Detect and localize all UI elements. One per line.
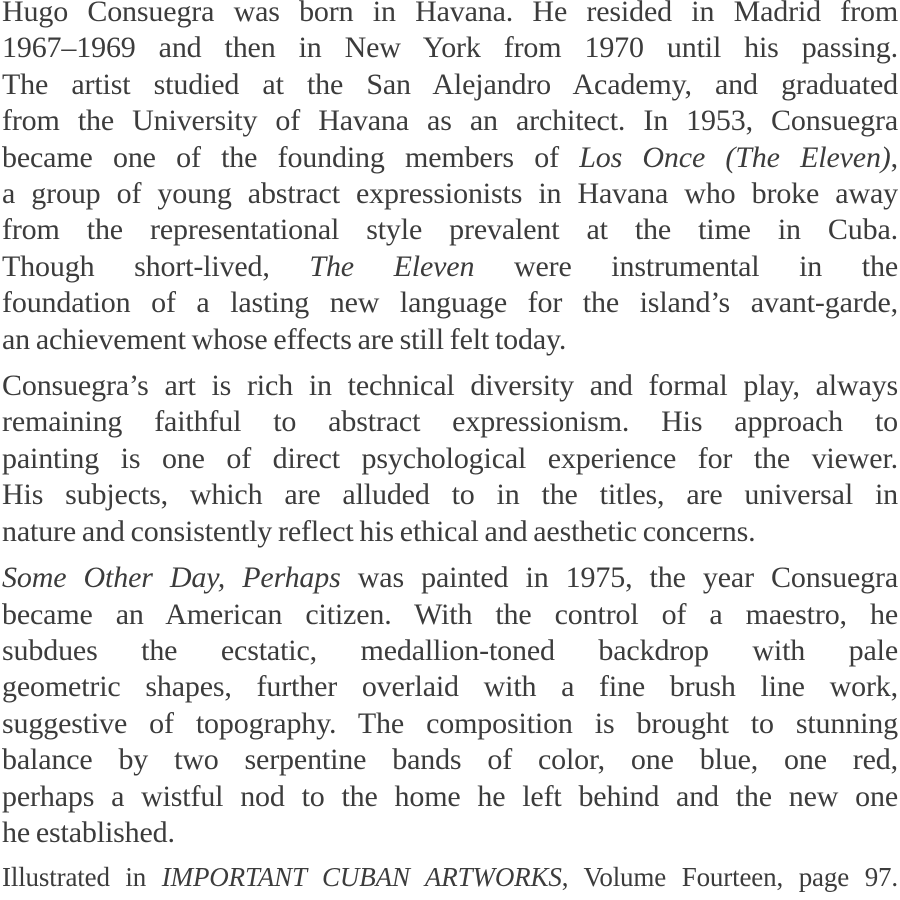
paragraph-art-style [2, 368, 898, 550]
text-line [2, 67, 898, 103]
text-segment: Consuegra’s art is rich in technical diversity and formal play, always [2, 369, 898, 403]
text-line [2, 859, 898, 895]
text-segment: remaining faithful to abstract expressionism. His approach to [2, 405, 898, 439]
text-line [2, 322, 898, 358]
text-segment: Though short-lived, [2, 249, 310, 283]
text-line [2, 140, 898, 176]
text-line [2, 706, 898, 742]
italic-text-segment: Some Other Day, Perhaps [2, 561, 341, 595]
text-line [2, 669, 898, 705]
text-segment: became an American citizen. With the control of a maestro, he [2, 597, 898, 631]
text-segment: subdues the ecstatic, medallion-toned backdrop with pale [2, 633, 898, 667]
text-segment: he established. [2, 815, 175, 849]
text-segment: was painted in 1975, the year Consuegra [340, 561, 899, 595]
text-line [2, 368, 898, 404]
text-segment: became one of the founding members of [2, 140, 580, 174]
text-segment: nature and consistently reflect his ethical and aesthetic concerns. [2, 514, 756, 548]
text-line [2, 404, 898, 440]
text-segment: , [890, 140, 898, 174]
text-segment: His subjects, which are alluded to in the titles, are universal in [2, 478, 898, 512]
italic-text-segment: Los Once (The Eleven) [579, 140, 891, 174]
text-segment: from the representational style prevalent at the time in Cuba. [2, 213, 898, 247]
text-line [2, 103, 898, 139]
text-line [2, 779, 898, 815]
text-segment: Illustrated in [2, 862, 162, 893]
text-segment: foundation of a lasting new language for the island’s avant-garde, [2, 286, 898, 320]
text-line [2, 285, 898, 321]
paragraph-citation [2, 859, 898, 895]
text-line [2, 212, 898, 248]
text-segment: painting is one of direct psychological experience for the viewer. [2, 441, 898, 475]
text-line [2, 477, 898, 513]
text-line [2, 560, 898, 596]
text-line [2, 176, 898, 212]
text-segment: geometric shapes, further overlaid with a fine brush line work, [2, 670, 898, 704]
text-segment: , Volume Fourteen, page 97. [561, 862, 898, 893]
text-segment: from the University of Havana as an architect. In 1953, Consuegra [2, 104, 898, 138]
text-segment: Hugo Consuegra was born in Havana. He resided in Madrid from [2, 0, 898, 28]
text-segment: were instrumental in the [474, 249, 898, 283]
text-line [2, 0, 898, 30]
text-line [2, 815, 898, 851]
text-line [2, 597, 898, 633]
italic-text-segment: IMPORTANT CUBAN ARTWORKS [161, 862, 562, 893]
text-line [2, 30, 898, 66]
paragraph-painting-description [2, 560, 898, 851]
text-segment: balance by two serpentine bands of color, one blue, one red, [2, 743, 898, 777]
text-segment: The artist studied at the San Alejandro Academy, and graduated [2, 67, 898, 101]
text-segment: 1967–1969 and then in New York from 1970 until his passing. [2, 31, 898, 65]
text-segment: suggestive of topography. The composition is brought to stunning [2, 706, 898, 740]
text-segment: a group of young abstract expressionists in Havana who broke away [2, 177, 898, 211]
text-line [2, 742, 898, 778]
text-line [2, 249, 898, 285]
text-line [2, 633, 898, 669]
italic-text-segment: The Eleven [309, 249, 475, 283]
text-segment: an achievement whose effects are still felt today. [2, 322, 567, 356]
paragraph-biography [2, 0, 898, 358]
text-line [2, 441, 898, 477]
text-line [2, 514, 898, 550]
text-segment: perhaps a wistful nod to the home he left behind and the new one [2, 779, 898, 813]
